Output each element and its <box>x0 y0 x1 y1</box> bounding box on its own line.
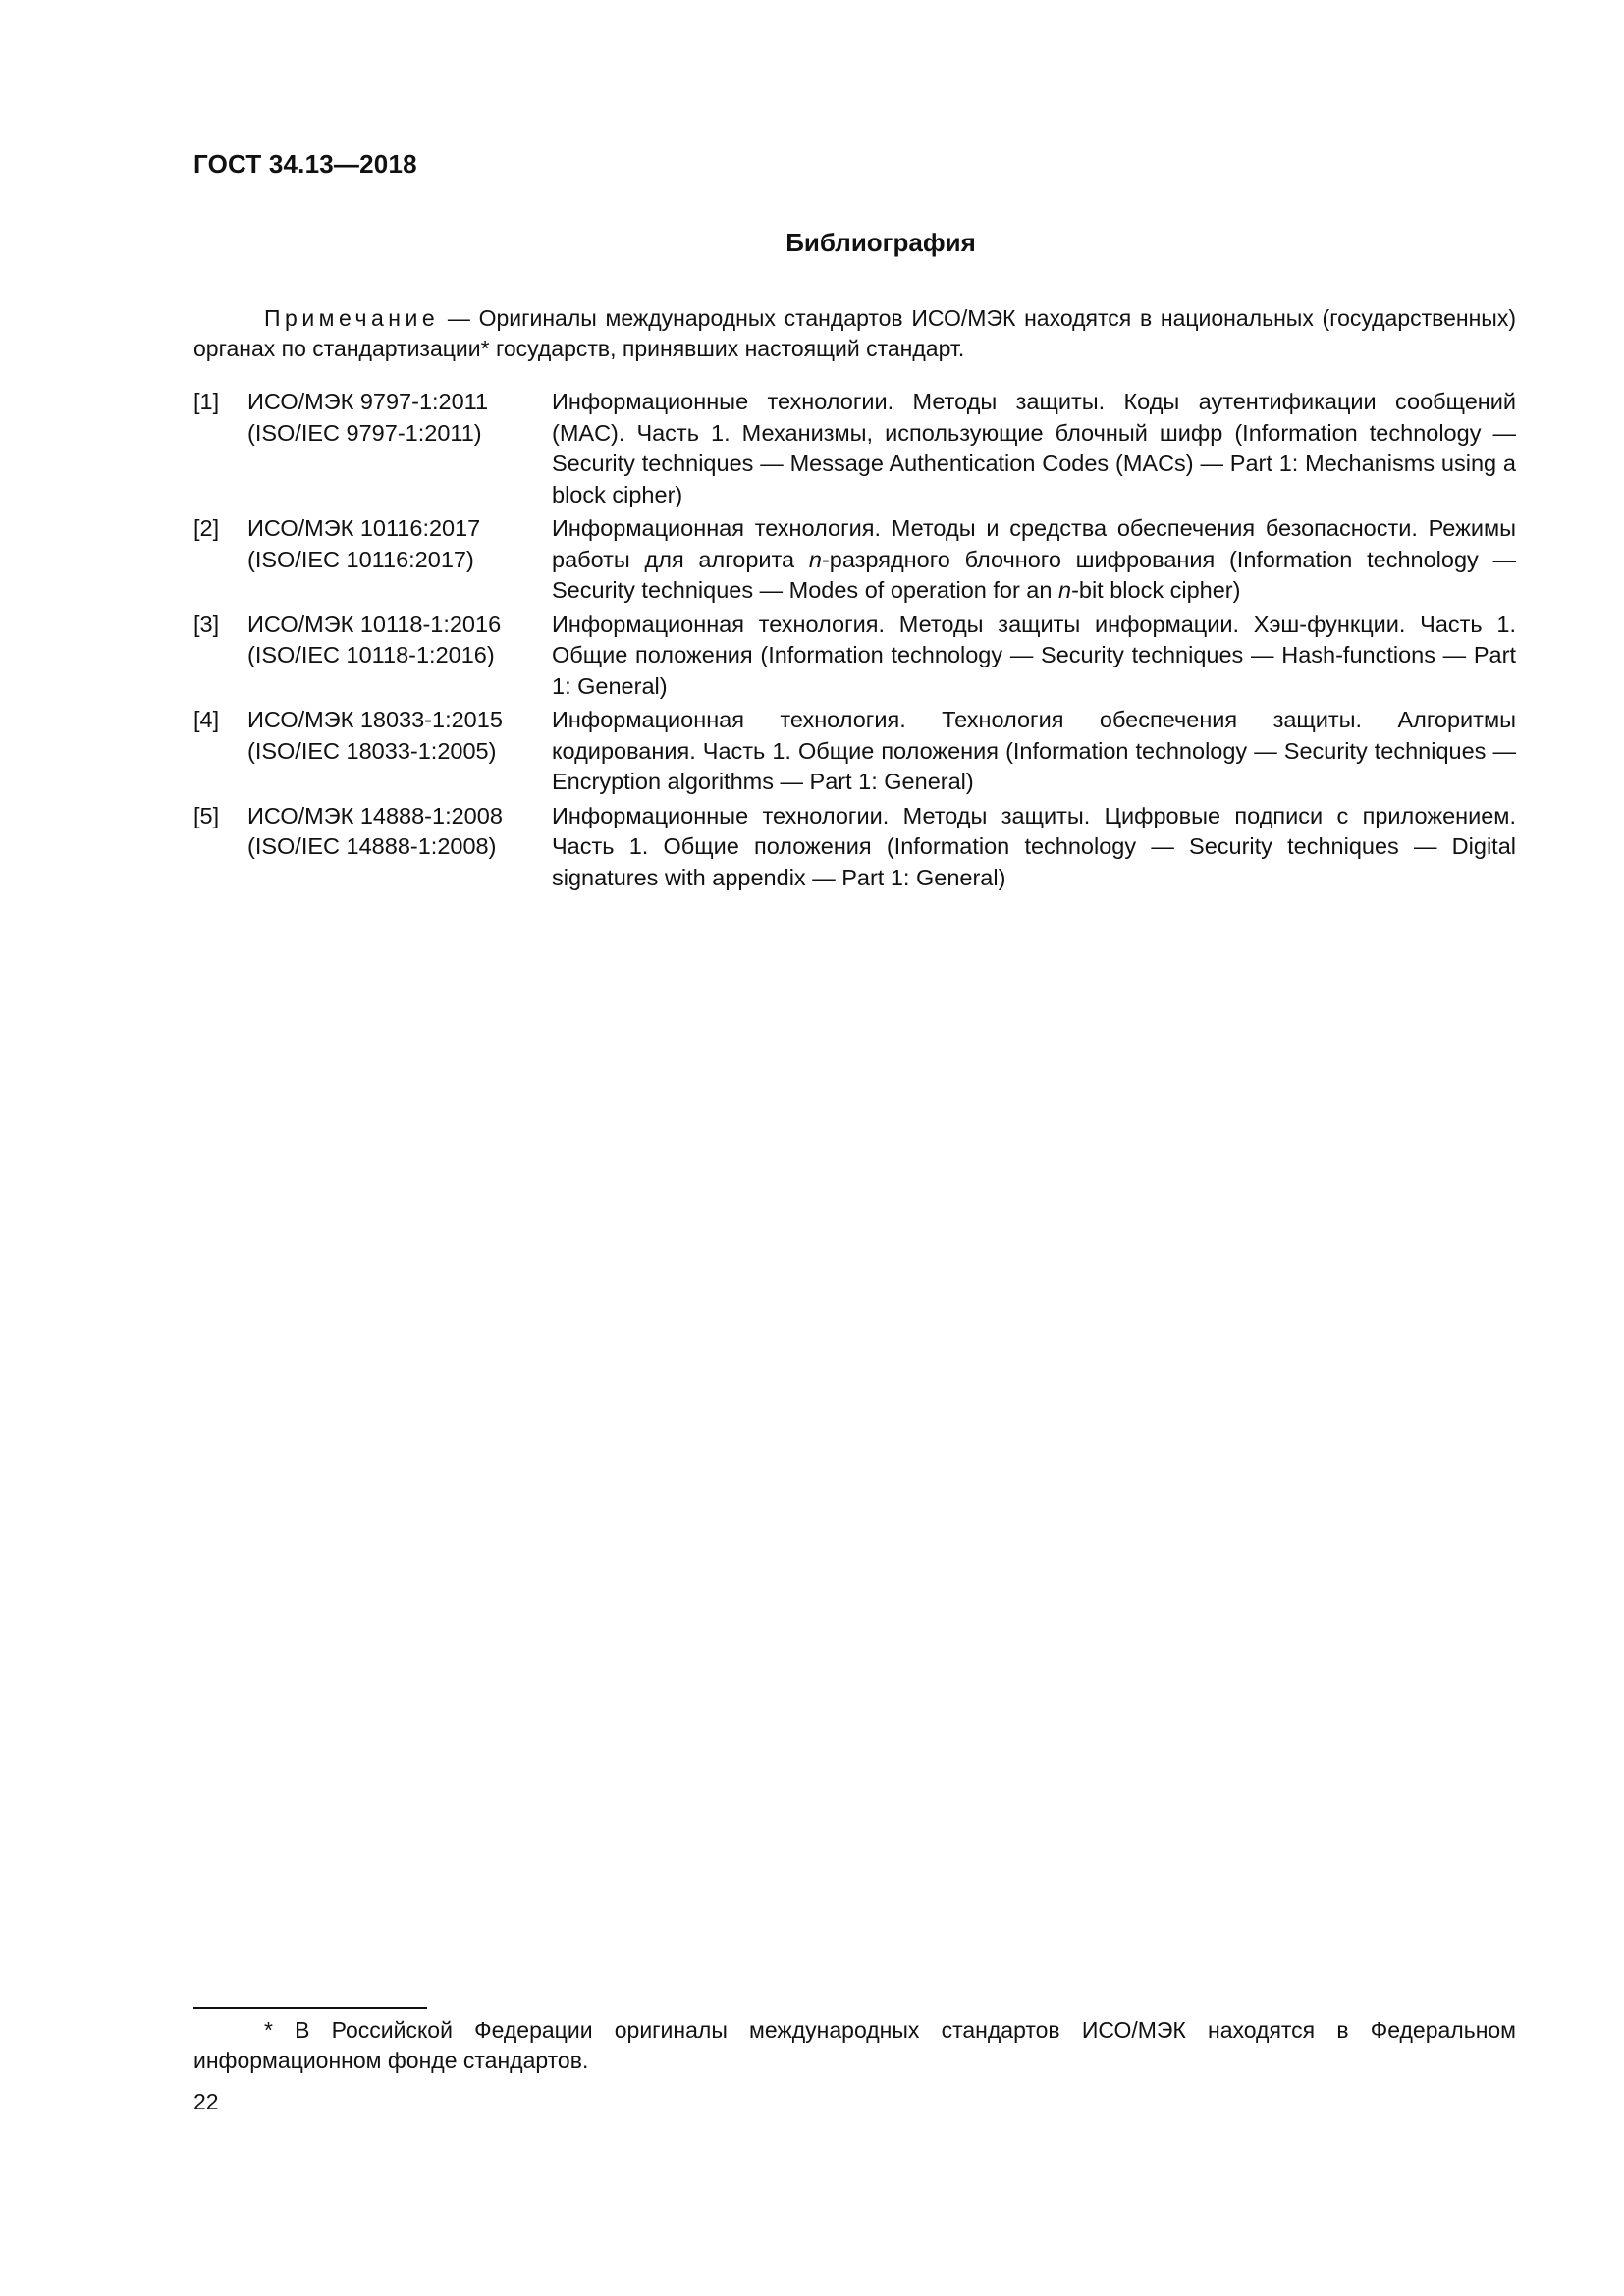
entry-number: [5] <box>193 802 220 828</box>
entry-ref-en: (ISO/IEC 10116:2017) <box>247 546 474 572</box>
section-title: Библиография <box>785 228 976 257</box>
entry-title-part: -bit block cipher) <box>1071 577 1241 603</box>
entry-title-italic-n: n <box>808 546 822 572</box>
entry-ref-en: (ISO/IEC 18033-1:2005) <box>247 737 497 764</box>
bibliography-entry <box>193 610 1516 703</box>
entry-title: Информационные технологии. Методы защиты. Коды аутентификации сообщений (MAC). Часть 1. Механизмы, использующие блочный шифр (Information technology — Security techniques — Message Authentication Codes (MACs) — Part 1: Mechanisms using a block cipher) <box>552 389 1516 507</box>
note-paragraph <box>193 303 1516 364</box>
note-text: Оригиналы международных стандартов ИСО/МЭК находятся в национальных (государственных) органах по стандартизации* государств, принявших настоящий стандарт. <box>193 305 1516 361</box>
entry-references <box>247 705 552 798</box>
entry-references <box>247 801 552 894</box>
bibliography-entry <box>193 387 1516 510</box>
entry-ref-en: (ISO/IEC 10118-1:2016) <box>247 642 495 667</box>
footnote: * В Российской Федерации оригиналы международных стандартов ИСО/МЭК находятся в Федеральном информационном фонде стандартов. <box>193 2017 1516 2073</box>
entry-ref-en: (ISO/IEC 14888-1:2008) <box>247 833 497 859</box>
entry-title: Информационная технология. Методы защиты информации. Хэш-функции. Часть 1. Общие положения (Information technology — Security techniques — Hash-functions — Part 1: General) <box>552 611 1516 699</box>
entry-number: [2] <box>193 515 220 541</box>
footnote-divider <box>193 2007 427 2009</box>
entry-ref-ru: ИСО/МЭК 9797-1:2011 <box>247 389 489 414</box>
bibliography-entry <box>193 801 1516 894</box>
entry-title: Информационная технология. Технология обеспечения защиты. Алгоритмы кодирования. Часть 1. Общие положения (Information technology — Security techniques — Encryption algorithms — Part 1: General) <box>552 707 1516 794</box>
entry-title-part: -разрядного блочного шифрования (Information technology — Security techniques — Modes of operation for an <box>552 546 1517 603</box>
entry-ref-ru: ИСО/МЭК 10116:2017 <box>247 515 481 541</box>
entry-title-part: Информационная технология. Методы и средства обеспечения безопасности. Режимы работы для алгорита <box>552 515 1516 572</box>
entry-ref-en: (ISO/IEC 9797-1:2011) <box>247 419 482 446</box>
entry-number: [3] <box>193 611 220 637</box>
entry-references <box>247 610 552 703</box>
page-number: 22 <box>193 2089 219 2114</box>
bibliography-entry <box>193 705 1516 798</box>
note-label: Примечание <box>264 305 440 331</box>
entry-ref-ru: ИСО/МЭК 18033-1:2015 <box>247 707 503 732</box>
bibliography-entry <box>193 513 1516 607</box>
entry-number: [1] <box>193 389 220 414</box>
document-id-header: ГОСТ 34.13—2018 <box>193 149 417 179</box>
entry-number: [4] <box>193 707 220 732</box>
note-dash: — <box>439 305 479 331</box>
entry-title <box>552 513 1516 607</box>
entry-references <box>247 513 552 607</box>
entry-title: Информационные технологии. Методы защиты. Цифровые подписи с приложением. Часть 1. Общие положения (Information technology — Security techniques — Digital signatures with appendix — Part 1: General) <box>552 802 1516 890</box>
entry-references <box>247 387 552 510</box>
bibliography-list <box>193 387 1516 896</box>
entry-title-italic-n: n <box>1057 577 1072 603</box>
entry-ref-ru: ИСО/МЭК 14888-1:2008 <box>247 802 503 828</box>
entry-ref-ru: ИСО/МЭК 10118-1:2016 <box>247 611 502 637</box>
